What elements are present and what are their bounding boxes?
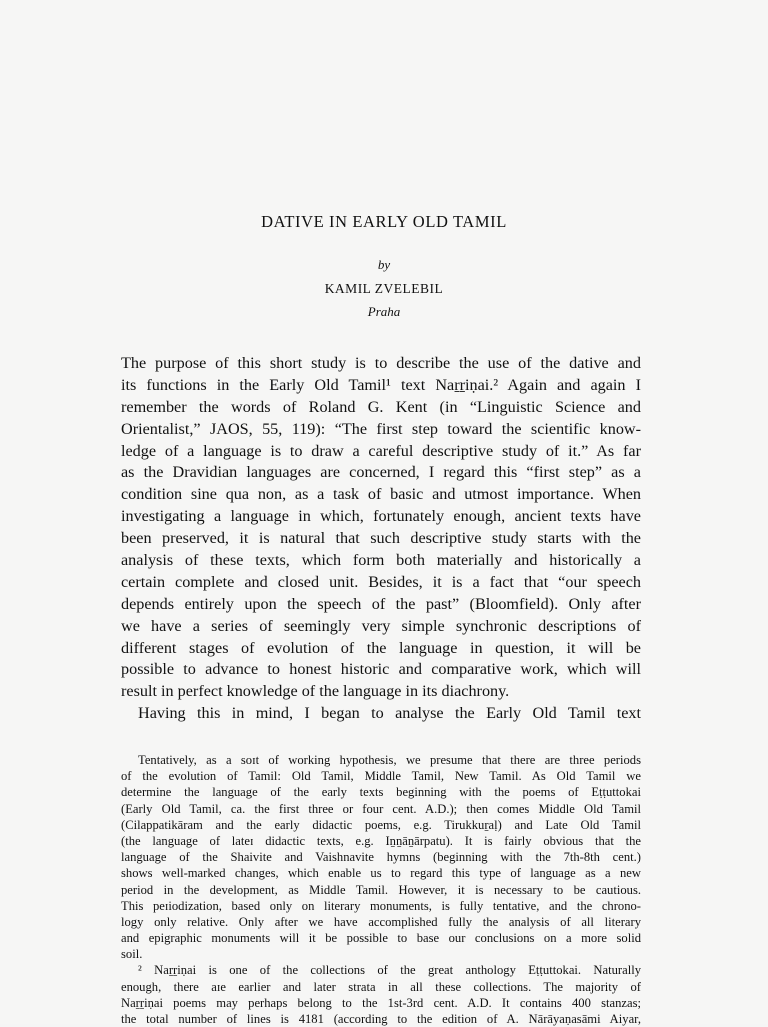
- footnote-line: ² Naṟṟiṇai is one of the collections of the great anthology Eṭṭuttokai. Naturally: [138, 963, 641, 978]
- footnote-line: Naṟṟiṇai poems may perhaps belong to the 1st-3rd cent. A.D. It contains 400 stanzas;: [121, 995, 641, 1010]
- body-line: condition sine qua non, as a task of basic and utmost importance. When: [121, 485, 641, 504]
- body-line: analysis of these texts, which form both materially and historically a: [121, 551, 641, 570]
- body-line: investigating a language in which, fortunately enough, ancient texts have: [121, 507, 641, 526]
- article-title: DATIVE IN EARLY OLD TAMIL: [261, 212, 507, 231]
- footnote-line: shows well-marked changes, which enable us to regard this type of language as a new: [121, 866, 641, 881]
- byline-by: by: [377, 257, 391, 272]
- body-line: possible to advance to honest historic and comparative work, which will: [121, 660, 641, 679]
- body-line: we have a series of seemingly very simple synchronic descriptions of: [121, 616, 641, 635]
- footnote-line: soil.: [121, 947, 143, 962]
- body-line: its functions in the Early Old Tamil¹ text Naṟṟiṇai.² Again and again I: [121, 375, 641, 394]
- footnote-line: This peɪiodization, based only on literary monuments, is fully tentative, and the chrono-: [121, 898, 641, 913]
- body-line: ledge of a language is to draw a careful descriptive study of it.” As far: [121, 441, 641, 460]
- body-line: different stages of evolution of the language in question, it will be: [121, 638, 641, 657]
- footnote-line: the total number of lines is 4181 (according to the edition of A. Nārāyaṇasāmi Aiyar,: [121, 1012, 641, 1026]
- footnote-line: (the language of lateɪ didactic texts, e.g. Iṉṉāṉārpatu). It is fairly obvious that the: [121, 833, 641, 848]
- footnote-line: (Cilappatikāram and the early didactic poems, e.g. Tirukkuṟaḷ) and Late Old Tamil: [121, 817, 641, 832]
- footnote-line: enough, there aɪe earlier and later strata in all these collections. The majority of: [121, 979, 641, 994]
- body-line: result in perfect knowledge of the language in its diachrony.: [121, 682, 510, 701]
- body-line: been preserved, it is natural that such descriptive study starts with the: [121, 529, 641, 548]
- footnote-line: Tentatively, as a soɪt of working hypothesis, we presume that there are three periods: [138, 753, 641, 767]
- body-paragraphs: [121, 353, 641, 725]
- body-line: remember the words of Roland G. Kent (in “Linguistic Science and: [121, 397, 641, 416]
- body-line: as the Dravidian languages are concerned, I regard this “first step” as a: [121, 463, 641, 482]
- body-line: certain complete and closed unit. Besides, it is a fact that “our speech: [121, 572, 641, 591]
- footnote-line: period in the development, as Middle Tamil. However, it is necessary to be cautious.: [121, 882, 641, 897]
- footnote-line: language of the Shaivite and Vaishnavite hymns (beginning with the 7th-8th cent.): [121, 850, 641, 865]
- footnote-line: (Early Old Tamil, ca. the first three or four cent. A.D.); then comes Middle Old Tamil: [121, 801, 641, 816]
- footnote-line: logy only relative. Only after we have accomplished fully the analysis of all literary: [121, 914, 641, 929]
- footnotes: [121, 752, 641, 1027]
- footnote-line: of the evolution of Tamil: Old Tamil, Middle Tamil, New Tamil. As Old Tamil we: [121, 769, 641, 784]
- footnote-line: determine the language of the early texts beginning with the poems of Eṭṭuttokai: [121, 785, 641, 800]
- body-line: The purpose of this short study is to describe the use of the dative and: [121, 354, 641, 372]
- author-name: KAMIL ZVELEBIL: [324, 281, 444, 296]
- body-line: Having this in mind, I began to analyse the Early Old Tamil text: [138, 704, 641, 723]
- body-line: depends entirely upon the speech of the past” (Bloomfield). Only after: [121, 594, 641, 613]
- footnote-line: and epigraphic monuments will it be possible to base our conclusions on a more solid: [121, 931, 641, 946]
- author-place: Praha: [367, 304, 401, 319]
- body-line: Orientalist,” JAOS, 55, 119): “The first step toward the scientific know-: [121, 419, 641, 438]
